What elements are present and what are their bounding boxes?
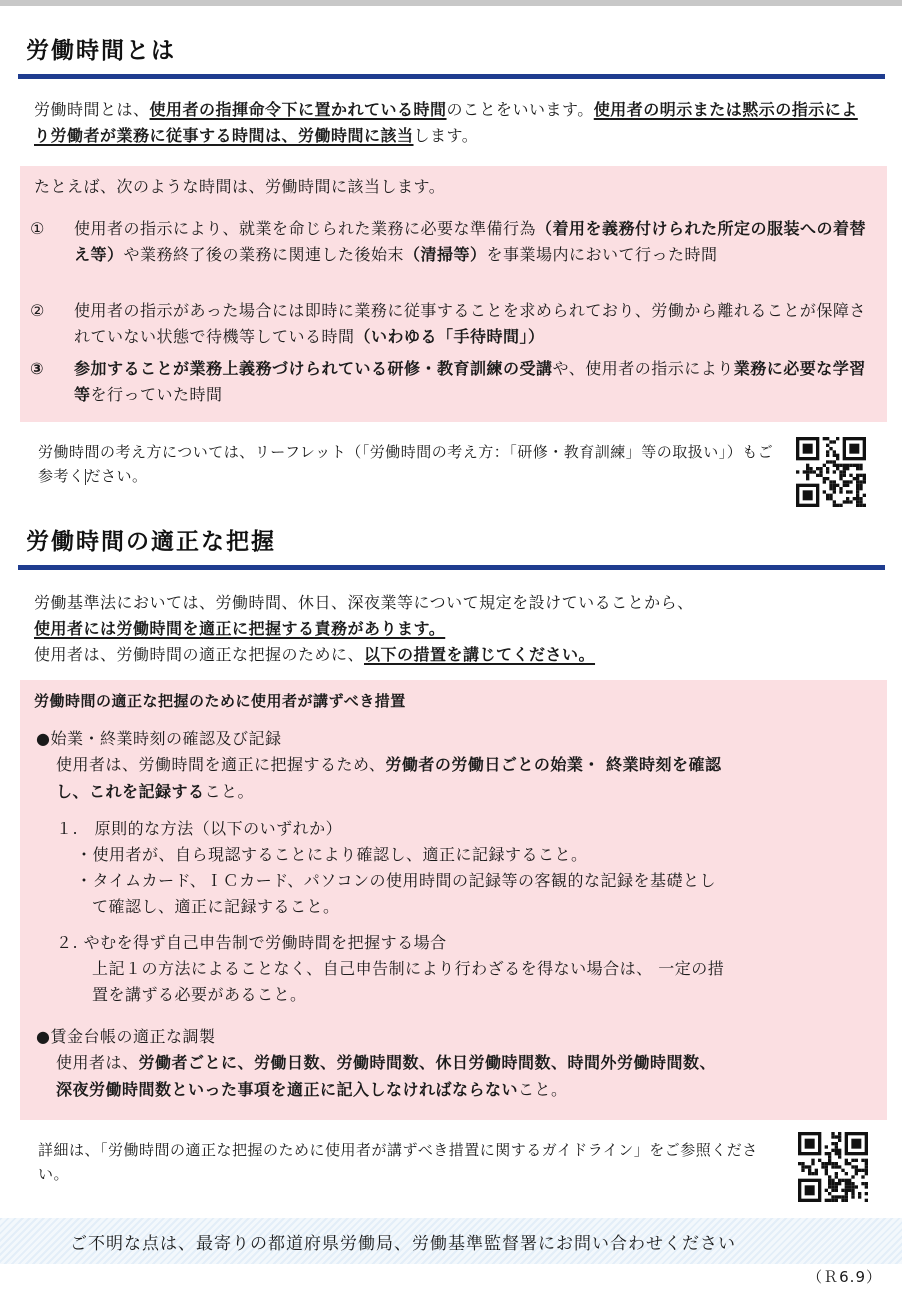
start-end-text-2: し、これを記録すること。: [56, 782, 255, 801]
method-1-item-2: ・タイムカード、ＩＣカード、パソコンの使用時間の記録等の客観的な記録を基礎とし: [76, 871, 716, 890]
labor-law-text: [34, 590, 869, 668]
law-line-2: 使用者には労働時間を適正に把握する責務があります。: [34, 619, 446, 638]
section-rule: [18, 74, 885, 79]
example-run: を行っていた時間: [90, 385, 223, 404]
example-run: （清掃等）: [404, 245, 487, 264]
start-end-text-1: 使用者は、労働時間を適正に把握するため、労働者の労働日ごとの始業・ 終業時刻を確認: [56, 755, 722, 774]
intro-run: 労働時間とは、: [34, 100, 150, 119]
example-run: （いわゆる「手待時間」）: [354, 327, 545, 346]
intro-run: のことをいいます。: [446, 100, 594, 119]
qr-code-icon[interactable]: [796, 437, 866, 507]
method-1-title: １. 原則的な方法（以下のいずれか）: [56, 819, 343, 838]
example-item: [30, 356, 870, 408]
leaflet-note: 労働時間の考え方については、リーフレット（「労働時間の考え方：「研修・教育訓練」等の取扱い」）もご参考ください。: [38, 443, 774, 485]
contact-footer: [0, 1218, 902, 1264]
example-text: [74, 216, 870, 268]
method-2-title: ２. やむを得ず自己申告制で労働時間を把握する場合: [56, 933, 447, 952]
example-run: 使用者の指示があった場合には即時に業務に従事することを求められており、労働から離れることが保障されていない状態で待機等している時間: [74, 301, 866, 346]
working-hours-definition: [34, 97, 869, 149]
law-line-3: 使用者は、労働時間の適正な把握のために、以下の措置を講じてください。: [34, 645, 596, 664]
example-run: を事業場内において行った時間: [486, 245, 718, 264]
example-item: [30, 298, 870, 350]
example-run: 使用者の指示により、就業を命じられた業務に必要な準備行為: [74, 219, 537, 238]
wage-ledger-text-1: 使用者は、労働者ごとに、労働日数、労働時間数、休日労働時間数、時間外労働時間数、: [56, 1053, 717, 1072]
example-run: 参加することが業務上義務づけられている研修・教育訓練の受講: [74, 359, 553, 378]
intro-run: します。: [413, 126, 479, 145]
revision-label: （Ｒ6.9）: [807, 1268, 882, 1286]
examples-box: [20, 166, 887, 422]
example-run: （着用を義務付けられた所定の服装への着替え等）: [74, 219, 867, 264]
qr-code-icon[interactable]: [798, 1132, 868, 1202]
wage-ledger-text-2: 深夜労働時間数といった事項を適正に記入しなければならないこと。: [56, 1080, 568, 1099]
method-2-text-2: 置を講ずる必要があること。: [92, 985, 307, 1004]
bullet-start-end-time: ●始業・終業時刻の確認及び記録: [36, 729, 282, 748]
section-title-working-hours: 労働時間とは: [26, 38, 176, 64]
example-run: や、使用者の指示により: [552, 359, 734, 378]
examples-lead: たとえば、次のような時間は、労働時間に該当します。: [34, 177, 446, 196]
section-rule: [18, 565, 885, 570]
method-2-text-1: 上記１の方法によることなく、自己申告制により行わざるを得ない場合は、 一定の措: [92, 959, 725, 978]
bullet-wage-ledger: ●賃金台帳の適正な調製: [36, 1027, 216, 1046]
example-item: [30, 216, 870, 268]
example-number: ②: [30, 301, 45, 320]
guideline-note: 詳細は、「労働時間の適正な把握のために使用者が講ずべき措置に関するガイドライン」をご参照ください。: [38, 1141, 758, 1183]
example-text: [74, 298, 870, 350]
contact-text: ご不明な点は、最寄りの都道府県労働局、労働基準監督署にお問い合わせください: [70, 1234, 736, 1254]
measures-box: [20, 680, 887, 1120]
intro-run: 使用者の明示または黙示の指示により労働者が業務に従事する時間は、労働時間に該当: [34, 100, 858, 145]
example-run: や業務終了後の業務に関連した後始末: [123, 245, 405, 264]
example-run: 業務に必要な学習等: [74, 359, 866, 404]
method-1-item-2-cont: て確認し、適正に記録すること。: [92, 897, 340, 916]
top-divider: [0, 0, 902, 6]
example-number: ①: [30, 219, 45, 238]
method-1-item-1: ・使用者が、自ら現認することにより確認し、適正に記録すること。: [76, 845, 588, 864]
law-line-1: 労働基準法においては、労働時間、休日、深夜業等について規定を設けていることから、: [34, 593, 694, 612]
intro-run: 使用者の指揮命令下に置かれている時間: [149, 100, 447, 119]
section-title-proper-tracking: 労働時間の適正な把握: [26, 529, 276, 555]
measures-box-title: 労働時間の適正な把握のために使用者が講ずべき措置: [34, 692, 406, 710]
example-text: [74, 356, 870, 408]
example-number: ③: [30, 359, 45, 378]
